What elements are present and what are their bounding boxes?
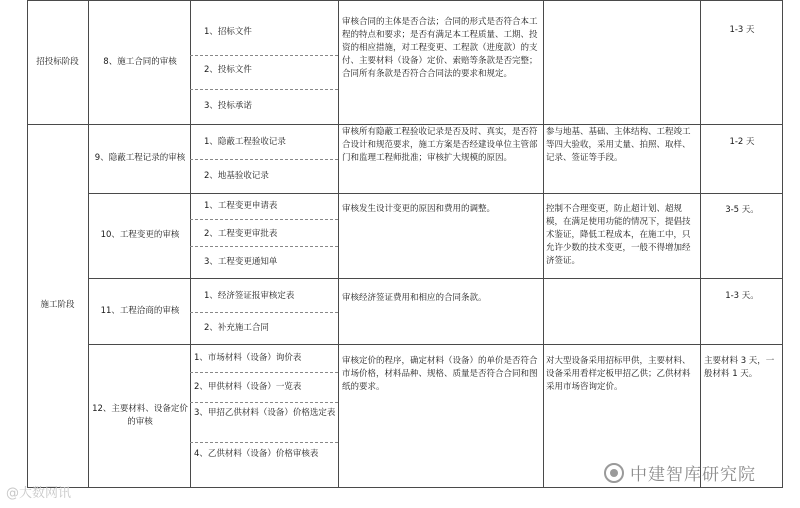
item-11 [92, 278, 188, 344]
doc-11-2 [204, 318, 336, 338]
duration-9 [704, 136, 780, 152]
doc-9-1-label: 1、隐蔽工程验收记录 [204, 136, 286, 147]
wechat-icon [604, 463, 624, 483]
doc-12-1 [194, 348, 336, 368]
item-11-label: 11、工程洽商的审核 [100, 305, 180, 316]
method-9 [546, 126, 698, 190]
doc-11-2-label: 2、补充施工合同 [204, 322, 269, 333]
content-8-text: 审核合同的主体是否合法；合同的形式是否符合本工程的特点和要求；是否有满足本工程质量、工期、投资的相应措施，对工程变更、工程款（进度款）的支付、主要材料（设备）定价、索赔等条款是否完整；合同所有条款是否符合合同法的要求和规定。 [342, 17, 538, 79]
duration-10-text: 3-5 天。 [725, 205, 759, 215]
duration-8 [704, 24, 780, 40]
item-8 [92, 0, 188, 124]
doc-11-1-label: 1、经济签证报审核定表 [204, 290, 295, 301]
doc-8-1 [204, 22, 336, 42]
doc-8-1-label: 1、招标文件 [204, 26, 252, 37]
duration-12 [704, 355, 780, 391]
doc-8-2 [204, 60, 336, 80]
stage-bidding [27, 0, 88, 124]
method-12-text: 对大型设备采用招标甲供，主要材料、设备采用看样定板甲招乙供；乙供材料采用市场咨询定价。 [546, 356, 691, 392]
doc-10-2 [204, 224, 336, 244]
content-10 [342, 203, 540, 235]
item-12-label: 12、主要材料、设备定价的审核 [92, 403, 188, 427]
duration-12-text: 主要材料 3 天，一般材料 1 天。 [704, 356, 775, 379]
content-9-text: 审核所有隐蔽工程验收记录是否及时、真实，是否符合设计和规范要求，施工方案是否经建设单位主管部门和监理工程师批准；审核扩大规模的原因。 [342, 127, 538, 163]
doc-12-3-label: 3、甲招乙供材料（设备）价格选定表 [194, 408, 336, 418]
item-9 [92, 124, 188, 193]
duration-10 [704, 204, 780, 220]
method-10 [546, 203, 698, 275]
stage-bidding-label: 招投标阶段 [36, 56, 79, 67]
item-8-label: 8、施工合同的审核 [103, 56, 177, 67]
doc-12-1-label: 1、市场材料（设备）询价表 [194, 352, 302, 363]
doc-12-2-label: 2、甲供材料（设备）一览表 [194, 381, 302, 392]
doc-12-3 [194, 407, 336, 439]
content-8 [342, 16, 540, 120]
doc-12-4 [194, 448, 336, 484]
doc-10-1 [204, 196, 336, 216]
duration-9-text: 1-2 天 [729, 137, 755, 147]
doc-12-4-label: 4、乙供材料（设备）价格审核表 [194, 449, 319, 459]
method-12 [546, 355, 698, 405]
doc-10-3 [204, 252, 336, 272]
doc-8-2-label: 2、投标文件 [204, 64, 252, 75]
duration-8-text: 1-3 天 [729, 25, 755, 35]
duration-11 [704, 290, 780, 306]
content-10-text: 审核发生设计变更的原因和费用的调整。 [342, 204, 496, 214]
item-12 [92, 344, 188, 487]
content-12 [342, 355, 540, 405]
stage-construction [27, 124, 88, 487]
doc-8-3 [204, 96, 336, 116]
item-9-label: 9、隐蔽工程记录的审核 [94, 153, 186, 163]
duration-11-text: 1-3 天。 [725, 291, 759, 301]
watermark-left-text: @大数网讯 [6, 486, 72, 501]
item-10-label: 10、工程变更的审核 [100, 230, 180, 240]
content-12-text: 审核定价的程序，确定材料（设备）的单价是否符合市场价格，材料品种、规格、质量是否符合合同和图纸的要求。 [342, 356, 538, 392]
doc-8-3-label: 3、投标承诺 [204, 100, 252, 111]
watermark-right-text: 中建智库研究院 [630, 465, 756, 485]
content-11-text: 审核经济签证费用和相应的合同条款。 [342, 293, 487, 303]
watermark-right [604, 460, 756, 485]
doc-12-2 [194, 377, 336, 397]
doc-9-2-label: 2、地基验收记录 [204, 170, 269, 181]
doc-10-3-label: 3、工程变更通知单 [204, 256, 278, 267]
doc-9-1 [204, 132, 336, 152]
doc-10-2-label: 2、工程变更审批表 [204, 228, 278, 239]
doc-11-1 [204, 286, 336, 306]
doc-9-2 [204, 166, 336, 186]
item-10 [92, 193, 188, 278]
doc-10-1-label: 1、工程变更申请表 [204, 200, 278, 211]
method-10-text: 控制不合理变更，防止超计划、超规模，在满足使用功能的情况下，提倡技术鉴证，降低工程成本，在施工中，只允许少数的技术变更，一般不得增加经济签证。 [546, 204, 691, 266]
content-9 [342, 126, 540, 190]
method-9-text: 参与地基、基础、主体结构、工程竣工等四大验收，采用丈量、拍照、取样、记录、签证等手段。 [546, 127, 691, 163]
content-11 [342, 292, 540, 312]
stage-construction-label: 施工阶段 [40, 300, 75, 310]
watermark-left [6, 482, 71, 501]
